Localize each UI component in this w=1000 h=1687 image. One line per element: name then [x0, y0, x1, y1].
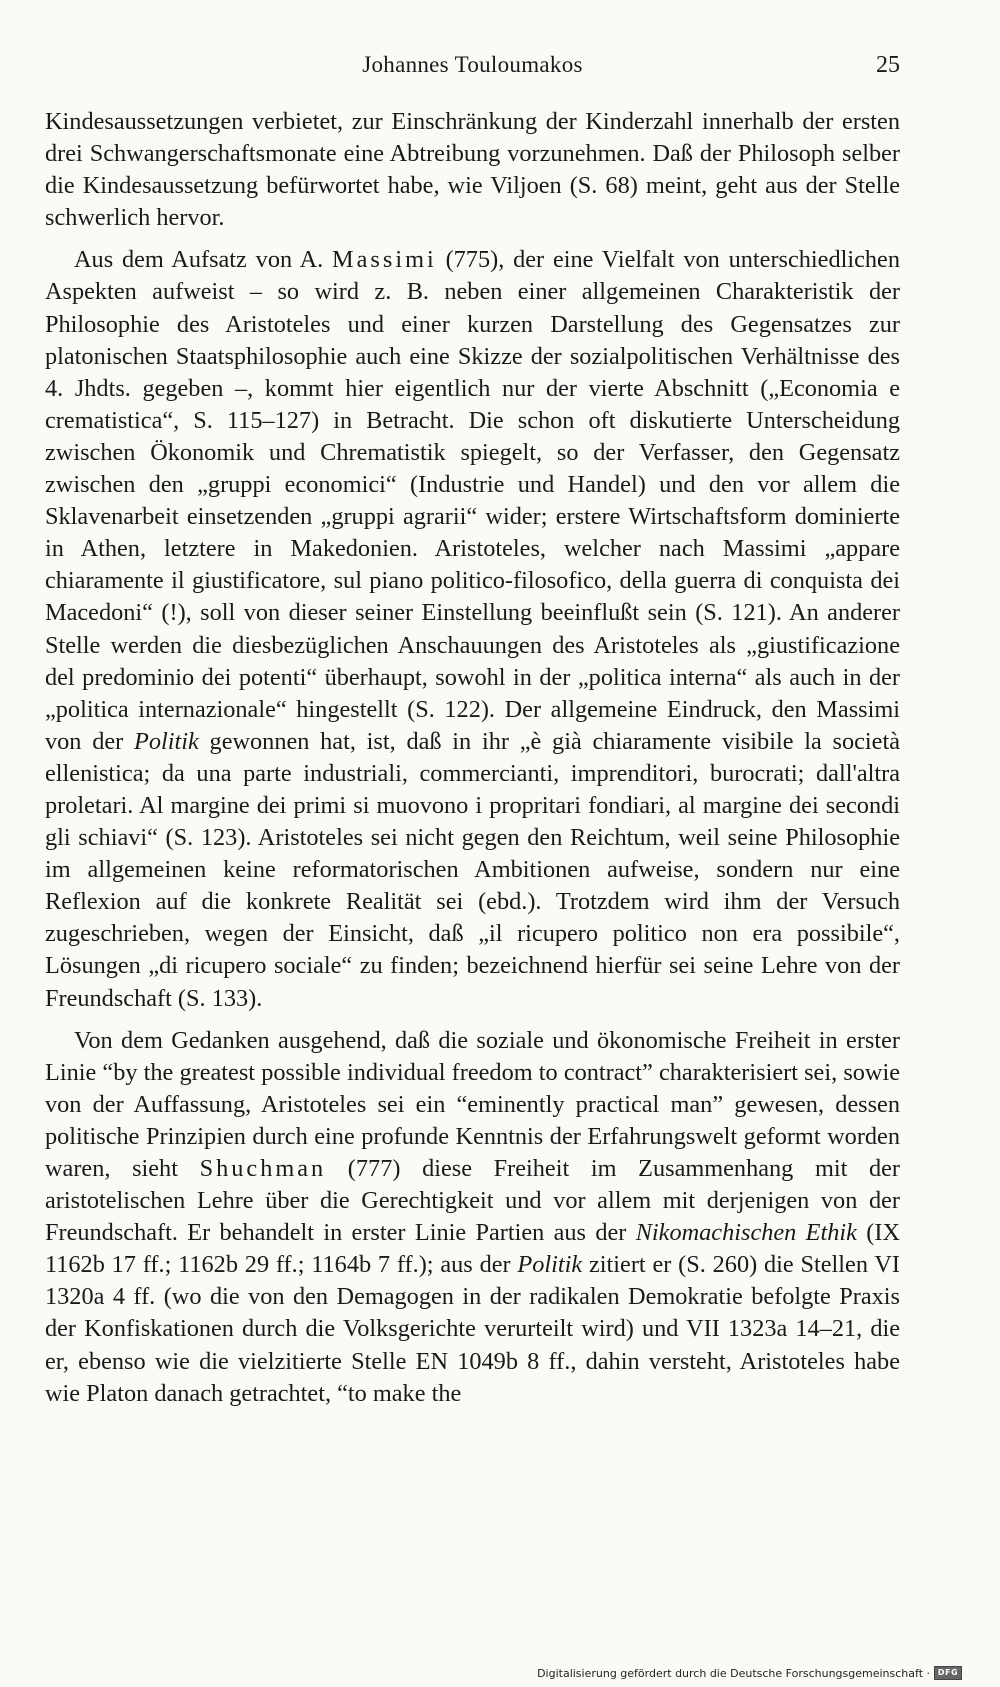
italic-title-politik-2: Politik	[517, 1251, 583, 1279]
author-name-shuchman: Shuchman	[199, 1155, 327, 1182]
running-head: Johannes Touloumakos	[362, 52, 583, 77]
dfg-logo-icon: DFG	[934, 1666, 962, 1680]
italic-title-politik: Politik	[134, 727, 199, 755]
digitization-credit: Digitalisierung gefördert durch die Deutsche Forschungsgemeinschaft ·	[537, 1666, 930, 1680]
paragraph-3-text-a: Von dem Gedanken ausgehend, daß die soziale und ökonomische Freiheit in erster Linie “by the greatest possible individual freedom to contract” charakterisiert sei, sowie von der Auffassung, Aristoteles sei ein “eminently practical man” gewesen, dessen politische Prinzipien durch eine profunde Kenntnis der Erfahrungswelt geformt worden waren, sieht	[45, 1026, 900, 1182]
page-header	[45, 52, 900, 92]
paragraph-1: Kindesaussetzungen verbietet, zur Einschränkung der Kinderzahl innerhalb der ersten drei Schwangerschaftsmonate eine Abtreibung vorzunehmen. Daß der Philosoph selber die Kindesaussetzung befürwortet habe, wie Viljoen (S. 68) meint, geht aus der Stelle schwerlich hervor.	[45, 108, 900, 232]
paragraph-2-text-b: (775), der eine Vielfalt von unterschiedlichen Aspekten aufweist – so wird z. B. neben einer allgemeinen Charakteristik der Philosophie des Aristoteles und einer kurzen Darstellung des Gegensatzes zur platonischen Staatsphilosophie auch eine Skizze der sozialpolitischen Verhältnisse des 4. Jhdts. gegeben –, kommt hier eigentlich nur der vierte Abschnitt („Economia e crematistica“, S. 115–127) in Betracht. Die schon oft diskutierte Unterscheidung zwischen Ökonomik und Chrematistik spiegelt, so der Verfasser, den Gegensatz zwischen den „gruppi economici“ (Industrie und Handel) und den vor allem die Sklavenarbeit einsetzenden „gruppi agrarii“ wider; erstere Wirtschaftsform dominierte in Athen, letztere in Makedonien. Aristoteles, welcher nach Massimi „appare chiaramente il giustificatore, sul piano politico-filosofico, della guerra di conquista dei Macedoni“ (!), soll von dieser seiner Einstellung beeinflußt sein (S. 121). An anderer Stelle werden die diesbezüglichen Anschauungen des Aristoteles als „giustificazione del predominio dei potenti“ überhaupt, sowohl in der „politica interna“ als auch in der „politica internazionale“ hingestellt (S. 122). Der allgemeine Eindruck, den Massimi von der	[45, 246, 900, 755]
paragraph-3	[45, 1025, 900, 1410]
paragraph-2-text-a: Aus dem Aufsatz von A.	[74, 246, 333, 274]
page-number: 25	[876, 52, 900, 78]
digitization-footer	[537, 1666, 962, 1680]
paragraph-2-text-c: gewonnen hat, ist, daß in ihr „è già chiaramente visibile la società ellenistica; da una parte industriali, commercianti, imprenditori, burocrati; dall'altra proletari. Al margine dei primi si muovono i propritari fondiari, al margine dei secondi gli schiavi“ (S. 123). Aristoteles sei nicht gegen den Reichtum, weil seine Philosophie im allgemeinen keine reformatorischen Ambitionen aufweise, sondern nur eine Reflexion auf die konkrete Realität sei (ebd.). Trotzdem wird ihm der Versuch zugeschrieben, wegen der Einsicht, daß „il ricupero politico non era possibile“, Lösungen „di ricupero sociale“ zu finden; bezeichnend hierfür sei seine Lehre von der Freundschaft (S. 133).	[45, 727, 900, 1012]
italic-title-nikomachische-ethik: Nikomachischen Ethik	[635, 1219, 857, 1247]
paragraph-2	[45, 244, 900, 1014]
body-text	[45, 106, 900, 1410]
paragraph-3-text-b: (777) diese Freiheit im Zusammenhang mit der aristotelischen Lehre über die Gerechtigkeit und vor allem mit derjenigen von der Freundschaft. Er behandelt in erster Linie Partien aus der	[45, 1155, 901, 1247]
paragraph-3-text-d: zitiert er (S. 260) die Stellen VI 1320a 4 ff. (wo die von den Demagogen in der radikalen Demokratie befolgte Praxis der Konfiskationen durch die Volksgerichte verurteilt wird) und VII 1323a 14–21, die er, ebenso wie die vielzitierte Stelle EN 1049b 8 ff., dahin versteht, Aristoteles habe wie Platon danach getrachtet, “to make the	[45, 1251, 900, 1407]
author-name-massimi: Massimi	[332, 246, 437, 274]
paragraph-3-text-c: (IX 1162b 17 ff.; 1162b 29 ff.; 1164b 7 ff.); aus der	[45, 1219, 900, 1279]
